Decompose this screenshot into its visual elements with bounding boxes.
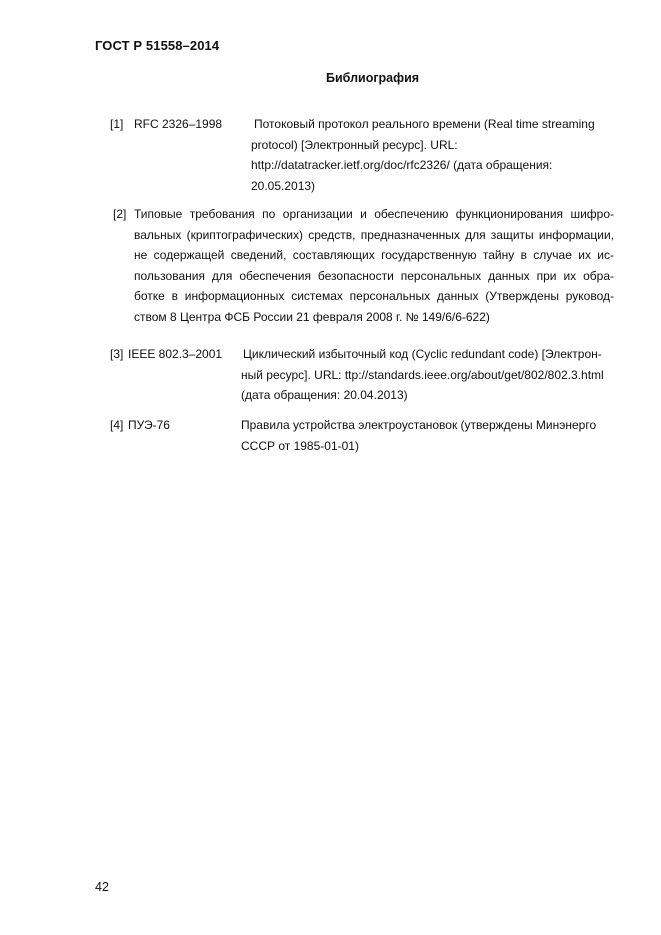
entry-description [241, 344, 611, 406]
entry-line: ботке в информационных системах персональных данных (Утверждены руковод- [134, 289, 614, 303]
section-title: Библиография [326, 71, 420, 85]
entry-description [251, 114, 611, 196]
entry-line: Циклический избыточный код (Cyclic redundant code) [Электрон- [243, 347, 602, 361]
entry-line: Типовые требования по организации и обеспечению функционирования шифро- [134, 207, 614, 221]
entry-identifier: RFC 2326–1998 [134, 117, 223, 131]
entry-line: пользования для обеспечения безопасности персональных данных при их обра- [134, 268, 614, 283]
entry-line: не содержащей сведений, составляющих государственную тайну в случае их ис- [134, 248, 614, 262]
entry-line: ством 8 Центра ФСБ России 21 февраля 2008 г. № 149/6/6-622) [134, 309, 490, 324]
entry-number: [4] [110, 418, 124, 432]
entry-line: 20.05.2013) [251, 178, 316, 193]
entry-line: http://datatracker.ietf.org/doc/rfc2326/ (дата обращения: [251, 158, 553, 172]
entry-line: Правила устройства электроустановок (утверждены Минэнерго [241, 418, 597, 432]
entry-number: [3] [110, 347, 124, 361]
entry-line: ный ресурс]. URL: ttp://standards.ieee.org/about/get/802/802.3.html [241, 367, 604, 382]
entry-number: [2] [113, 207, 127, 221]
entry-identifier: IEEE 802.3–2001 [128, 347, 223, 361]
entry-line: protocol) [Электронный ресурс]. URL: [251, 137, 458, 152]
bibliography-entry [0, 204, 661, 334]
bibliography-entry [0, 415, 661, 461]
entry-description [241, 415, 611, 456]
entry-number: [1] [110, 117, 124, 131]
entry-description [134, 204, 614, 327]
entry-identifier: ПУЭ-76 [128, 418, 170, 432]
bibliography-entry [0, 344, 661, 410]
entry-line: Потоковый протокол реального времени (Real time streaming [254, 117, 595, 131]
bibliography-entry [0, 114, 661, 204]
page-number: 42 [95, 880, 109, 894]
entry-line: СССР от 1985-01-01) [241, 438, 359, 453]
entry-line: вальных (криптографических) средств, предназначенных для защиты информации, [134, 227, 614, 242]
document-header: ГОСТ Р 51558–2014 [95, 38, 220, 53]
entry-line: (дата обращения: 20.04.2013) [241, 388, 408, 402]
